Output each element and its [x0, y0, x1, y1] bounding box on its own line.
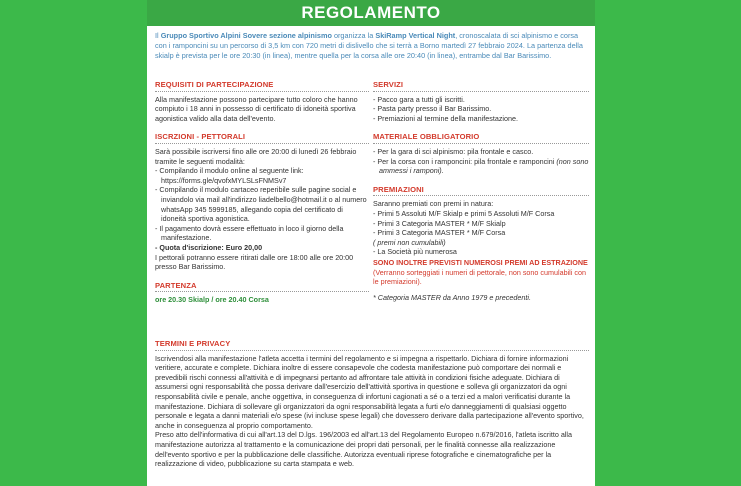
iscrizioni-item-online: - Compilando il modulo online al seguente link: https://forms.gle/qvofxMYLSLsFNMSv7: [155, 166, 304, 185]
iscrizioni-quota: - Quota d'iscrizione: Euro 20,00: [155, 242, 263, 252]
materiale-item-corsa: [373, 157, 589, 176]
partenza-section: [155, 281, 369, 305]
materiale-item-skialp: - Per la gara di sci alpinismo: pila frontale e casco.: [373, 146, 534, 156]
iscrizioni-heading: ISCRZIONI - PETTORALI: [155, 132, 369, 144]
event-name: SkiRamp Vertical Night: [375, 31, 456, 40]
intro-text-2: organizza la: [331, 31, 376, 40]
title-banner: [147, 0, 595, 26]
premiazioni-item-master-skialp: - Primi 3 Categoria MASTER * M/F Skialp: [373, 218, 506, 228]
premiazioni-note: ( premi non cumulabili): [373, 237, 446, 247]
iscrizioni-ritiro: I pettorali potranno essere ritirati dalle ore 18:00 alle ore 20:00 presso Bar Barissimo.: [155, 252, 354, 272]
iscrizioni-text: Sarà possibile iscriversi fino alle ore 20:00 di lunedì 26 febbraio tramite le seguenti modalità:: [155, 146, 357, 166]
premiazioni-extra-heading: SONO INOLTRE PREVISTI NUMEROSI PREMI AD ESTRAZIONE: [373, 257, 588, 267]
partenza-heading: PARTENZA: [155, 281, 369, 293]
servizi-item-pasta: - Pasta party presso il Bar Barissimo.: [373, 104, 492, 114]
regulation-page: [147, 0, 595, 486]
iscrizioni-item-paper: - Compilando il modulo cartaceo reperibile sulle pagine social e inviandolo via mail all'indirizzo liadelbello@hotmail.it o al numero whatsApp 345 5999185, allegando copia del certificato di idoneità sportiva agonistica.: [155, 185, 367, 224]
organizer-name: Gruppo Sportivo Alpini Sovere sezione alpinismo: [160, 31, 332, 40]
termini-privacy-text: Preso atto dell'informativa di cui all'art.13 del D.lgs. 196/2003 ed all'art.13 del Regolamento Europeo n.679/2016, l'atleta iscritto alla manifestazione autorizza al trattamento e la comunicazione dei propri dati personali, per le finalità connesse alla realizzazione dell'evento sportivo e per la pubblicazione delle classifiche. Autorizza eventuali riprese fotografiche e cinematografiche per la realizzazione di video, pubblicazione su carta stampata e web.: [155, 430, 573, 469]
iscrizioni-section: [155, 132, 369, 271]
termini-section: [155, 339, 589, 469]
premiazioni-extra: [373, 258, 589, 287]
servizi-section: [373, 80, 589, 123]
servizi-item-premiazioni: - Premiazioni al termine della manifestazione.: [373, 113, 519, 123]
left-column: [155, 80, 369, 307]
intro-text-1: Il: [155, 31, 161, 40]
right-column: [373, 80, 589, 304]
premiazioni-footnote: * Categoria MASTER da Anno 1979 e precedenti.: [373, 292, 531, 302]
partenza-text: ore 20.30 Skialp / ore 20.40 Corsa: [155, 295, 269, 305]
servizi-heading: SERVIZI: [373, 80, 589, 92]
materiale-section: [373, 132, 589, 175]
premiazioni-item-master-corsa: - Primi 3 Categoria MASTER * M/F Corsa: [373, 228, 506, 238]
requisiti-text: Alla manifestazione possono partecipare tutto coloro che hanno compiuto i 18 anni in possesso di certificato di idoneità sportiva agonistica valido alla data dell'evento.: [155, 94, 358, 123]
servizi-item-pacco: - Pacco gara a tutti gli iscritti.: [373, 94, 465, 104]
premiazioni-item-assoluti: - Primi 5 Assoluti M/F Skialp e primi 5 Assoluti M/F Corsa: [373, 208, 555, 218]
termini-heading: TERMINI E PRIVACY: [155, 339, 589, 351]
requisiti-section: [155, 80, 369, 123]
termini-text: Iscrivendosi alla manifestazione l'atleta accetta i termini del regolamento e si impegna a rispettarlo. Dichiara di fornire informazioni veritiere, accurate e complete. Dichiara inoltre di essere consapevole che codesta manifestazione può comportare dei normali e prevedibili rischi connessi all'attività e di impegnarsi pertanto ad affrontare tale attività in condizioni fisiche adeguate. Dichiara di assumersi ogni responsabilità che possa derivare dall'esercizio dell'attività sportiva in questione e solleva gli organizzatori da ogni responsabilità civile e penale, anche oggettiva, in conseguenza di infortuni cagionati a sé o a terzi ed a malori verificatisi durante la manifestazione. Dichiara di sollevare gli organizzatori da ogni responsabilità legata a furti e/o danneggiamenti di qualsiasi oggetto personale e legata a danni materiali e/o spese (ivi incluse spese legali) che dovessero derivare dalla partecipazione all'evento sportivo, anche in conseguenza al proprio comportamento.: [155, 353, 584, 430]
materiale-item-corsa-note: (non sono ammessi i ramponi).: [379, 156, 589, 176]
page-title: REGOLAMENTO: [301, 3, 441, 22]
intro-text-4: La partenza della skialp è prevista per le ore 20:30 (in linea), mentre quella per la corsa alle ore 20:40 (in linea), entrambe dal Bar Barissimo.: [155, 41, 583, 60]
materiale-heading: MATERIALE OBBLIGATORIO: [373, 132, 589, 144]
premiazioni-section: [373, 185, 589, 303]
iscrizioni-item-payment: - Il pagamento dovrà essere effettuato in loco il giorno della manifestazione.: [155, 223, 344, 243]
materiale-item-corsa-text: - Per la corsa con i ramponcini: pila frontale e ramponcini: [373, 156, 555, 166]
premiazioni-societa: - La Società più numerosa: [373, 247, 457, 257]
premiazioni-extra-text: (Verranno sorteggiati i numeri di pettorale, non sono cumulabili con le premiazioni).: [373, 267, 586, 287]
requisiti-heading: REQUISITI DI PARTECIPAZIONE: [155, 80, 369, 92]
intro-paragraph: [155, 31, 589, 61]
premiazioni-text: Saranno premiati con premi in natura:: [373, 199, 494, 209]
premiazioni-heading: PREMIAZIONI: [373, 185, 589, 197]
intro-text-3: , cronoscalata di sci alpinismo e corsa con i ramponcini su un percorso di 3,5 km con 720 metri di dislivello che si terrà a Borno martedì 27 febbraio 2024.: [155, 31, 579, 50]
